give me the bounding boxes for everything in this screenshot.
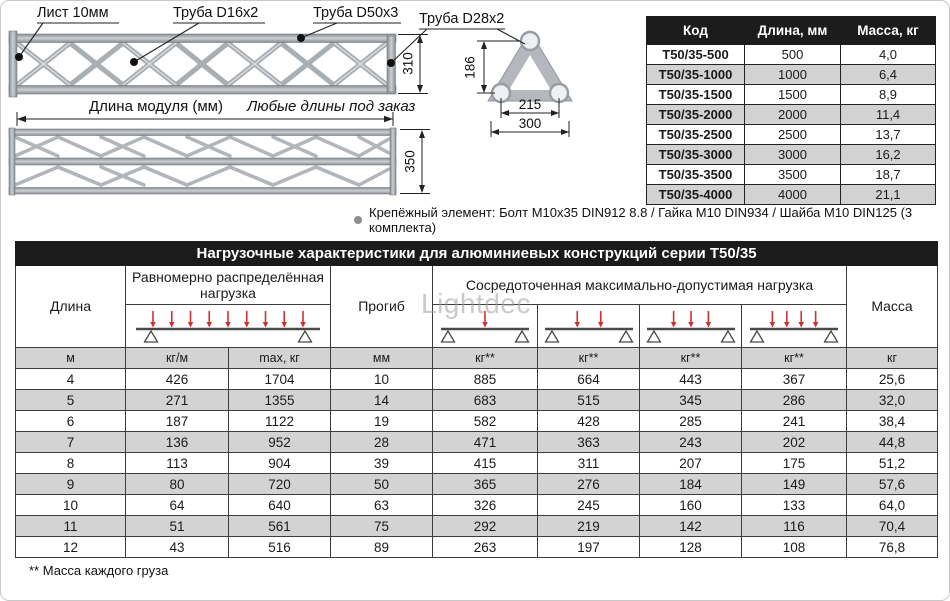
unit-max-kg: max, кг xyxy=(229,348,331,369)
fastener-note-text: Крепёжный элемент: Болт М10х35 DIN912 8.8 / Гайка М10 DIN934 / Шайба М10 DIN125 (3 комплекта) xyxy=(369,205,913,235)
bullet-icon xyxy=(354,216,362,224)
units-row xyxy=(16,348,938,369)
concentrated-load-3-icon xyxy=(640,307,741,345)
load-table-cell: 8 xyxy=(16,453,126,474)
load-table-cell: 202 xyxy=(742,432,847,453)
size-table-cell: 4000 xyxy=(745,185,841,205)
watermark: Lightdec xyxy=(421,288,531,319)
size-col-mass: Масса, кг xyxy=(841,17,936,45)
load-table-cell: 28 xyxy=(331,432,433,453)
unit-mm: мм xyxy=(331,348,433,369)
size-table-cell: 3000 xyxy=(745,145,841,165)
col-header-uniform: Равномерно распределённая нагрузка xyxy=(126,266,331,305)
dim-310-label: 310 xyxy=(400,52,416,75)
size-table-row xyxy=(647,85,936,105)
load-table-cell: 5 xyxy=(16,390,126,411)
unit-kg-4: кг** xyxy=(742,348,847,369)
col-header-length: Длина xyxy=(16,266,126,348)
load-table-cell: 443 xyxy=(640,369,742,390)
load-table-cell: 345 xyxy=(640,390,742,411)
load-table-cell: 43 xyxy=(126,537,229,558)
size-table-cell: Т50/35-2000 xyxy=(647,105,745,125)
module-length-label: Длина модуля (мм) xyxy=(89,98,223,115)
load-table-cell: 326 xyxy=(433,495,538,516)
load-table-cell: 12 xyxy=(16,537,126,558)
load-table-cell: 263 xyxy=(433,537,538,558)
load-table-title: Нагрузочные характеристики для алюминиевых конструкций серии Т50/35 xyxy=(16,242,938,266)
load-table-cell: 6 xyxy=(16,411,126,432)
load-table-cell: 4 xyxy=(16,369,126,390)
load-table-cell: 292 xyxy=(433,516,538,537)
load-table-cell: 561 xyxy=(229,516,331,537)
size-table-row xyxy=(647,105,936,125)
unit-kg: кг xyxy=(847,348,938,369)
load-table-cell: 39 xyxy=(331,453,433,474)
size-table-header-row xyxy=(647,17,936,45)
size-table-row xyxy=(647,125,936,145)
load-table-cell: 149 xyxy=(742,474,847,495)
size-table-row xyxy=(647,45,936,65)
unit-kg-m: кг/м xyxy=(126,348,229,369)
load-table-row xyxy=(16,474,938,495)
load-table-cell: 426 xyxy=(126,369,229,390)
dim-186-label: 186 xyxy=(462,56,478,79)
load-table-cell: 1122 xyxy=(229,411,331,432)
load-table-cell: 64,0 xyxy=(847,495,938,516)
size-table-cell: Т50/35-2500 xyxy=(647,125,745,145)
load-table-cell: 175 xyxy=(742,453,847,474)
load-table-cell: 904 xyxy=(229,453,331,474)
load-table-cell: 664 xyxy=(538,369,640,390)
size-table-cell: 4,0 xyxy=(841,45,936,65)
load-table-cell: 286 xyxy=(742,390,847,411)
concentrated-load-1-icon xyxy=(433,307,537,345)
load-table-title-row xyxy=(16,242,938,266)
col-header-concentrated: Сосредоточенная максимально-допустимая нагрузка xyxy=(433,266,847,305)
load-table-cell: 187 xyxy=(126,411,229,432)
load-table-cell: 133 xyxy=(742,495,847,516)
load-table-cell: 51,2 xyxy=(847,453,938,474)
load-table-row xyxy=(16,432,938,453)
load-table-cell: 128 xyxy=(640,537,742,558)
size-table-row xyxy=(647,145,936,165)
cross-section-triangle xyxy=(488,31,572,102)
load-table-row xyxy=(16,516,938,537)
dim-350-label: 350 xyxy=(402,150,418,173)
load-table-cell: 142 xyxy=(640,516,742,537)
load-table-cell: 50 xyxy=(331,474,433,495)
load-table-cell: 271 xyxy=(126,390,229,411)
unit-kg-3: кг** xyxy=(640,348,742,369)
unit-kg-1: кг** xyxy=(433,348,538,369)
load-table-body xyxy=(16,369,938,558)
load-table-cell: 10 xyxy=(331,369,433,390)
size-table-cell: Т50/35-1000 xyxy=(647,65,745,85)
concentrated-load-4-icon xyxy=(742,307,846,345)
size-table-cell: 21,1 xyxy=(841,185,936,205)
size-table-cell: 8,9 xyxy=(841,85,936,105)
load-table-cell: 32,0 xyxy=(847,390,938,411)
load-table-cell: 64 xyxy=(126,495,229,516)
load-table-cell: 63 xyxy=(331,495,433,516)
dim-300-label: 300 xyxy=(518,116,542,131)
load-table-cell: 276 xyxy=(538,474,640,495)
label-tube-d16: Труба D16х2 xyxy=(173,5,259,21)
load-table-cell: 207 xyxy=(640,453,742,474)
concentrated-load-2-icon xyxy=(538,307,639,345)
unit-m: м xyxy=(16,348,126,369)
load-table-cell: 365 xyxy=(433,474,538,495)
load-table-cell: 10 xyxy=(16,495,126,516)
dim-215-label: 215 xyxy=(518,97,542,112)
size-table xyxy=(646,16,936,205)
load-table-row xyxy=(16,495,938,516)
load-table-row xyxy=(16,453,938,474)
side-view-truss xyxy=(9,31,396,97)
load-table xyxy=(15,241,938,558)
size-table-cell: 18,7 xyxy=(841,165,936,185)
label-sheet: Лист 10мм xyxy=(37,5,109,21)
load-table-cell: 367 xyxy=(742,369,847,390)
custom-length-label: Любые длины под заказ xyxy=(247,98,416,115)
load-table-cell: 44,8 xyxy=(847,432,938,453)
size-table-cell: 16,2 xyxy=(841,145,936,165)
load-table-cell: 363 xyxy=(538,432,640,453)
size-table-row xyxy=(647,185,936,205)
load-table-row xyxy=(16,411,938,432)
load-table-cell: 885 xyxy=(433,369,538,390)
load-table-cell: 19 xyxy=(331,411,433,432)
load-table-row xyxy=(16,369,938,390)
load-table-cell: 471 xyxy=(433,432,538,453)
load-table-cell: 1704 xyxy=(229,369,331,390)
load-table-cell: 184 xyxy=(640,474,742,495)
load-table-cell: 515 xyxy=(538,390,640,411)
load-diagram-row xyxy=(16,305,938,348)
load-table-row xyxy=(16,390,938,411)
load-table-cell: 285 xyxy=(640,411,742,432)
size-table-cell: 1000 xyxy=(745,65,841,85)
load-table-cell: 11 xyxy=(16,516,126,537)
load-table-cell: 640 xyxy=(229,495,331,516)
load-table-cell: 952 xyxy=(229,432,331,453)
load-table-cell: 160 xyxy=(640,495,742,516)
size-table-cell: Т50/35-3000 xyxy=(647,145,745,165)
load-table-cell: 70,4 xyxy=(847,516,938,537)
size-col-length: Длина, мм xyxy=(745,17,841,45)
size-table-cell: Т50/35-3500 xyxy=(647,165,745,185)
size-table-cell: 13,7 xyxy=(841,125,936,145)
fastener-note xyxy=(354,205,944,235)
load-table-cell: 415 xyxy=(433,453,538,474)
label-tube-d50: Труба D50х3 xyxy=(313,5,399,21)
load-table-cell: 7 xyxy=(16,432,126,453)
load-table-cell: 245 xyxy=(538,495,640,516)
unit-kg-2: кг** xyxy=(538,348,640,369)
load-table-row xyxy=(16,537,938,558)
size-table-cell: Т50/35-500 xyxy=(647,45,745,65)
load-table-cell: 516 xyxy=(229,537,331,558)
size-col-code: Код xyxy=(647,17,745,45)
load-table-cell: 1355 xyxy=(229,390,331,411)
col-header-mass: Масса xyxy=(847,266,938,348)
size-table-cell: Т50/35-1500 xyxy=(647,85,745,105)
size-table-cell: 2500 xyxy=(745,125,841,145)
size-table-cell: Т50/35-4000 xyxy=(647,185,745,205)
size-table-cell: 6,4 xyxy=(841,65,936,85)
load-table-cell: 241 xyxy=(742,411,847,432)
size-table-row xyxy=(647,65,936,85)
col-header-deflection: Прогиб xyxy=(331,266,433,348)
size-table-row xyxy=(647,165,936,185)
size-table-body xyxy=(647,45,936,205)
load-table-cell: 219 xyxy=(538,516,640,537)
load-table-cell: 9 xyxy=(16,474,126,495)
load-table-header-row xyxy=(16,266,938,305)
load-table-cell: 197 xyxy=(538,537,640,558)
load-table-cell: 582 xyxy=(433,411,538,432)
load-table-cell: 75 xyxy=(331,516,433,537)
load-table-cell: 683 xyxy=(433,390,538,411)
load-table-cell: 57,6 xyxy=(847,474,938,495)
uniform-load-diagram-icon xyxy=(126,307,330,345)
size-table-cell: 11,4 xyxy=(841,105,936,125)
leader-lines xyxy=(19,23,525,63)
label-tube-d28: Труба D28х2 xyxy=(419,11,505,27)
load-table-cell: 113 xyxy=(126,453,229,474)
size-table-cell: 2000 xyxy=(745,105,841,125)
load-table-cell: 14 xyxy=(331,390,433,411)
size-table-cell: 1500 xyxy=(745,85,841,105)
load-table-cell: 51 xyxy=(126,516,229,537)
load-table-cell: 25,6 xyxy=(847,369,938,390)
top-view-truss xyxy=(9,128,396,195)
load-table-cell: 76,8 xyxy=(847,537,938,558)
load-table-cell: 720 xyxy=(229,474,331,495)
size-table-cell: 3500 xyxy=(745,165,841,185)
load-table-cell: 89 xyxy=(331,537,433,558)
load-table-cell: 428 xyxy=(538,411,640,432)
footnote: ** Масса каждого груза xyxy=(29,563,169,578)
load-table-cell: 136 xyxy=(126,432,229,453)
load-table-cell: 80 xyxy=(126,474,229,495)
size-table-cell: 500 xyxy=(745,45,841,65)
load-table-cell: 243 xyxy=(640,432,742,453)
load-table-cell: 108 xyxy=(742,537,847,558)
load-table-cell: 38,4 xyxy=(847,411,938,432)
load-table-cell: 116 xyxy=(742,516,847,537)
load-table-cell: 311 xyxy=(538,453,640,474)
